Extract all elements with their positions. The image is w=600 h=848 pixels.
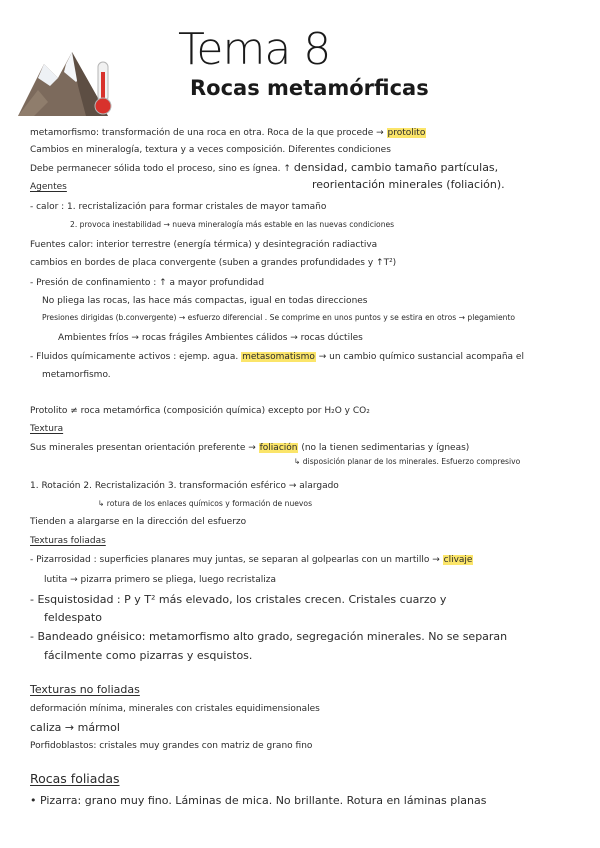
note-line: 1. Rotación 2. Recristalización 3. transformación esférico → alargado <box>30 481 339 491</box>
note-text: Sus minerales presentan orientación preferente → <box>30 443 259 453</box>
section-heading-rocas-foliadas: Rocas foliadas <box>30 771 120 786</box>
note-line: cambios en bordes de placa convergente (suben a grandes profundidades y ↑T²) <box>30 258 397 268</box>
note-line <box>30 443 469 453</box>
note-line <box>30 128 426 138</box>
note-text: (no la tienen sedimentarias y ígneas) <box>298 443 470 453</box>
page-title: Tema 8 <box>178 24 331 75</box>
note-line: Porfidoblastos: cristales muy grandes con matriz de grano fino <box>30 741 313 751</box>
note-text: Debe permanecer sólida todo el proceso, sino es ígnea. ↑ <box>30 164 294 174</box>
note-line: - Presión de confinamiento : ↑ a mayor profundidad <box>30 278 265 288</box>
note-line: Presiones dirigidas (b.convergente) → esfuerzo diferencial . Se comprime en unos puntos y se estira en otros → plegamiento <box>42 313 516 322</box>
note-text: densidad, cambio tamaño partículas, <box>293 161 499 174</box>
note-text: - Fluidos químicamente activos : ejemp. agua. <box>30 352 242 362</box>
note-text: - Pizarrosidad : superficies planares muy juntas, se separan al golpearlas con un martillo → <box>30 555 443 565</box>
note-text: metamorfismo: transformación de una roca en otra. Roca de la que procede → <box>30 128 384 138</box>
note-line: fácilmente como pizarras y esquistos. <box>44 649 253 662</box>
note-line: caliza → mármol <box>30 721 120 734</box>
highlight-foliacion: foliación <box>259 443 298 453</box>
highlight-clivaje: clivaje <box>443 555 473 565</box>
note-line: • Pizarra: grano muy fino. Láminas de mica. No brillante. Rotura en láminas planas <box>30 794 487 807</box>
note-line: Ambientes fríos → rocas frágiles Ambientes cálidos → rocas dúctiles <box>58 333 363 343</box>
note-line: Cambios en mineralogía, textura y a veces composición. Diferentes condiciones <box>30 145 391 155</box>
note-line: - Esquistosidad : P y T² más elevado, los cristales crecen. Cristales cuarzo y <box>30 593 447 606</box>
highlight-metasomatismo: metasomatismo <box>242 352 315 362</box>
note-line: - calor : 1. recristalización para formar cristales de mayor tamaño <box>30 202 327 212</box>
note-line: - Bandeado gnéisico: metamorfismo alto grado, segregación minerales. No se separan <box>30 630 508 643</box>
note-line <box>30 555 473 565</box>
highlight-protolito: protolito <box>387 128 426 138</box>
mountain-thermometer-icon <box>14 38 124 118</box>
note-line: lutita → pizarra primero se pliega, luego recristaliza <box>44 575 276 585</box>
note-line: feldespato <box>44 611 102 624</box>
note-line: ↳ rotura de los enlaces químicos y formación de nuevos <box>98 499 313 508</box>
page-subtitle: Rocas metamórficas <box>190 76 429 100</box>
note-line: ↳ disposición planar de los minerales. Esfuerzo compresivo <box>294 457 521 466</box>
note-line: deformación mínima, minerales con cristales equidimensionales <box>30 704 320 714</box>
note-line: No pliega las rocas, las hace más compactas, igual en todas direcciones <box>42 296 368 306</box>
note-line: 2. provoca inestabilidad → nueva mineralogía más estable en las nuevas condiciones <box>70 220 395 229</box>
note-line: reorientación minerales (foliación). <box>312 178 505 191</box>
section-heading-texturas-no-foliadas: Texturas no foliadas <box>30 683 140 696</box>
section-heading-agentes: Agentes <box>30 182 67 192</box>
note-line <box>30 352 524 362</box>
section-heading-texturas-foliadas: Texturas foliadas <box>30 536 106 546</box>
note-line: Protolito ≠ roca metamórfica (composición química) excepto por H₂O y CO₂ <box>30 406 370 416</box>
note-line <box>30 162 498 175</box>
note-line: Fuentes calor: interior terrestre (energía térmica) y desintegración radiactiva <box>30 240 378 250</box>
section-heading-textura: Textura <box>30 424 64 434</box>
note-text: → un cambio químico sustancial acompaña el <box>315 352 524 362</box>
note-line: metamorfismo. <box>42 370 111 380</box>
note-line: Tienden a alargarse en la dirección del esfuerzo <box>30 517 247 527</box>
